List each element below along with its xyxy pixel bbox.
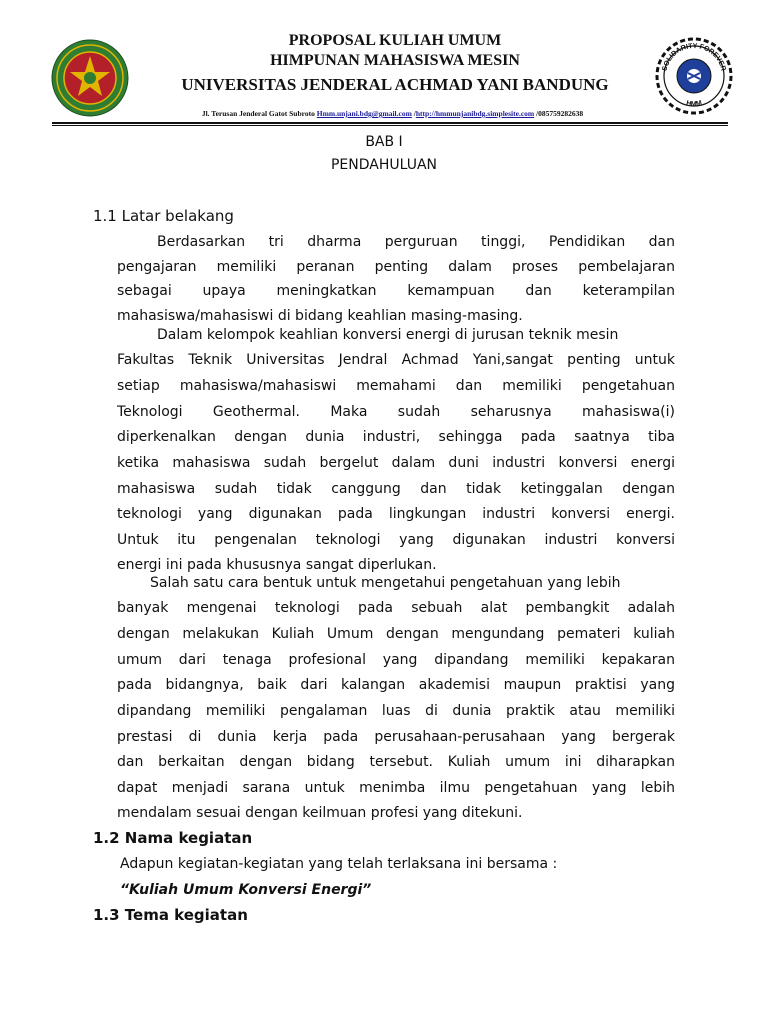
address-text: Jl. Terusan Jenderal Gatot Subroto xyxy=(201,109,315,118)
paragraph-line: ketika mahasiswa sudah bergelut dalam duni industri konversi energi xyxy=(117,455,675,471)
address-separator: / xyxy=(413,109,416,118)
paragraph-line: Dalam kelompok keahlian konversi energi di jurusan teknik mesin xyxy=(157,327,619,343)
emblem-top-text: SOLIDARITY FOREVER xyxy=(661,42,727,72)
paragraph-line: Untuk itu pengenalan teknologi yang digunakan industri konversi xyxy=(117,532,675,548)
header-line-2: HIMPUNAN MAHASISWA MESIN xyxy=(270,52,520,69)
header-rule-thick xyxy=(52,122,728,124)
paragraph-line: setiap mahasiswa/mahasiswi memahami dan memiliki pengetahuan xyxy=(117,378,675,394)
university-seal-icon xyxy=(50,38,130,118)
chapter-number: BAB I xyxy=(365,134,403,150)
svg-text:HMM xyxy=(685,100,702,108)
paragraph-line: dengan melakukan Kuliah Umum dengan mengundang pemateri kuliah xyxy=(117,626,675,642)
paragraph-line: dapat menjadi sarana untuk menimba ilmu pengetahuan yang lebih xyxy=(117,780,675,796)
paragraph-line: dan berkaitan dengan bidang tersebut. Kuliah umum ini diharapkan xyxy=(117,754,675,770)
emblem-bottom-text: HMM xyxy=(685,99,703,109)
paragraph-line: mahasiswa/mahasiswi di bidang keahlian masing-masing. xyxy=(117,308,523,324)
header-line-3: UNIVERSITAS JENDERAL ACHMAD YANI BANDUNG xyxy=(181,75,609,94)
paragraph-line: banyak mengenai teknologi pada sebuah alat pembangkit adalah xyxy=(117,600,675,616)
paragraph-line: sebagai upaya meningkatkan kemampuan dan keterampilan xyxy=(117,283,675,299)
paragraph-line: prestasi di dunia kerja pada perusahaan-perusahaan yang bergerak xyxy=(117,729,675,745)
chapter-title: PENDAHULUAN xyxy=(330,157,438,173)
paragraph-line: mahasiswa sudah tidak canggung dan tidak ketinggalan dengan xyxy=(117,481,675,497)
header-line-1: PROPOSAL KULIAH UMUM xyxy=(288,32,502,49)
website-link[interactable]: http://hmmunjanibdg.simplesite.com xyxy=(415,109,535,118)
paragraph-line: Teknologi Geothermal. Maka sudah seharusnya mahasiswa(i) xyxy=(117,404,675,420)
hmm-emblem-icon xyxy=(650,36,738,116)
activity-name: “Kuliah Umum Konversi Energi” xyxy=(120,882,372,898)
paragraph-line: energi ini pada khususnya sangat diperlukan. xyxy=(117,557,437,573)
email-link[interactable]: Hmm.unjani.bdg@gmail.com xyxy=(316,109,412,118)
section-heading-1-2: 1.2 Nama kegiatan xyxy=(93,829,253,847)
paragraph-line: teknologi yang digunakan pada lingkungan industri konversi energi. xyxy=(117,506,675,522)
paragraph-line: Berdasarkan tri dharma perguruan tinggi, Pendidikan dan xyxy=(157,234,675,250)
address-line xyxy=(145,109,640,118)
activity-intro: Adapun kegiatan-kegiatan yang telah terlaksana ini bersama : xyxy=(120,856,558,872)
paragraph-line: dipandang memiliki pengalaman luas di dunia praktik atau memiliki xyxy=(117,703,675,719)
phone-number: /085759282638 xyxy=(536,109,584,118)
paragraph-line: diperkenalkan dengan dunia industri, sehingga pada saatnya tiba xyxy=(117,429,675,445)
section-heading-1-1: 1.1 Latar belakang xyxy=(93,207,234,225)
header-rule-thin xyxy=(52,125,728,126)
paragraph-line: pengajaran memiliki peranan penting dalam proses pembelajaran xyxy=(117,259,675,275)
paragraph-line: mendalam sesuai dengan keilmuan profesi yang ditekuni. xyxy=(117,805,523,821)
section-heading-1-3: 1.3 Tema kegiatan xyxy=(93,906,248,924)
paragraph-line: Fakultas Teknik Universitas Jendral Achmad Yani,sangat penting untuk xyxy=(117,352,675,368)
paragraph-line: Salah satu cara bentuk untuk mengetahui pengetahuan yang lebih xyxy=(150,575,621,591)
paragraph-line: umum dari tenaga profesional yang dipandang memiliki kepakaran xyxy=(117,652,675,668)
paragraph-line: pada bidangnya, baik dari kalangan akademisi maupun praktisi yang xyxy=(117,677,675,693)
